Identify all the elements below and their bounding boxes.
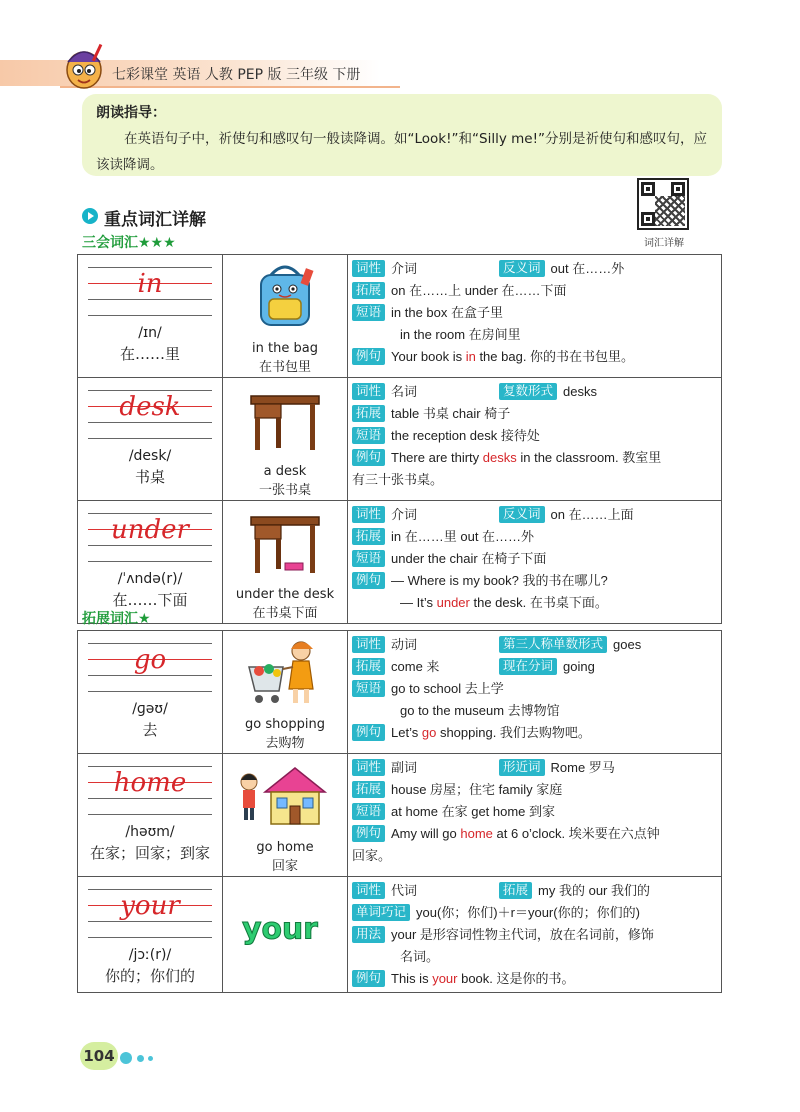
writing-lines — [88, 883, 212, 941]
example-pre: Amy will go — [391, 826, 461, 841]
vocab-row-in — [78, 255, 722, 378]
group-stars: ★★★ — [138, 235, 176, 251]
phonetic: /ɪn/ — [138, 325, 162, 341]
group-label: 拓展词汇 — [82, 611, 138, 627]
pos-value: 名词 — [391, 384, 418, 399]
extended-vocab-table — [77, 630, 722, 993]
group-label: 三会词汇 — [82, 235, 138, 251]
tag-ext: 拓展 — [352, 658, 385, 675]
tag-example: 例句 — [352, 348, 385, 365]
vocab-word: under — [111, 515, 189, 545]
picture-cell — [223, 501, 348, 624]
antonym-value: out 在……外 — [550, 261, 625, 276]
memo-value: you(你；你们)＋r＝your(你的；你们的) — [416, 905, 640, 920]
phrase-value: at home 在家 get home 到家 — [391, 804, 556, 819]
group-title-core — [82, 232, 176, 252]
vocab-row-under — [78, 501, 722, 624]
example-line-2: 回家。 — [352, 848, 392, 863]
schoolbag-icon — [243, 261, 327, 331]
example-highlight: under — [436, 595, 470, 610]
qr-label: 词汇详解 — [644, 238, 684, 249]
tag-phrase: 短语 — [352, 803, 385, 820]
picture-caption-zh: 回家 — [271, 859, 298, 874]
vocab-row-desk — [78, 378, 722, 501]
example-highlight: go — [421, 725, 437, 740]
info-cell — [348, 501, 722, 624]
ext-value: my 我的 our 我们的 — [538, 883, 650, 898]
example-pre: Your book is — [391, 349, 466, 364]
info-cell — [348, 754, 722, 877]
picture-cell — [223, 255, 348, 378]
example-post: the desk. 在书桌下面。 — [469, 595, 608, 610]
vocab-word: desk — [119, 392, 181, 422]
ext-value: on 在……上 under 在……下面 — [391, 283, 567, 298]
picture-caption-en: under the desk — [235, 587, 335, 602]
page-number: 104 — [80, 1042, 118, 1070]
phrase-value: under the chair 在椅子下面 — [391, 551, 547, 566]
word-cell — [78, 631, 223, 754]
page-dot-icon — [120, 1052, 132, 1064]
picture-caption-zh: 去购物 — [265, 736, 305, 751]
info-cell — [348, 631, 722, 754]
phonetic: /ɡəʊ/ — [132, 701, 168, 717]
writing-lines — [88, 637, 212, 695]
core-vocab-table — [77, 254, 722, 624]
shopping-girl-icon — [243, 637, 327, 707]
third-person-value: goes — [613, 637, 642, 652]
example-post: at 6 o’clock. 埃米要在六点钟 — [492, 826, 660, 841]
page-dot-icon — [137, 1055, 144, 1062]
mascot-icon — [58, 40, 108, 92]
phonetic: /jɔː(r)/ — [128, 947, 172, 963]
pos-value: 介词 — [391, 507, 418, 522]
tag-antonym: 反义词 — [499, 506, 545, 523]
writing-lines — [88, 384, 212, 442]
tag-ext: 拓展 — [352, 528, 385, 545]
example-pre: This is — [391, 971, 433, 986]
tag-similar-word: 形近词 — [499, 759, 545, 776]
section-title: 重点词汇详解 — [104, 210, 206, 230]
meaning: 在家；回家；到家 — [89, 844, 210, 862]
example-highlight: your — [432, 971, 458, 986]
example-pre: Let’s — [391, 725, 422, 740]
word-cell — [78, 255, 223, 378]
writing-lines — [88, 760, 212, 818]
tag-ext: 拓展 — [499, 882, 532, 899]
example-highlight: in — [465, 349, 476, 364]
antonym-value: on 在……上面 — [550, 507, 634, 522]
example-line-1: — Where is my book? 我的书在哪儿? — [391, 573, 608, 588]
phonetic: /ˈʌndə(r)/ — [117, 571, 183, 587]
vocab-word: go — [133, 645, 167, 675]
tag-usage: 用法 — [352, 926, 385, 943]
tag-example: 例句 — [352, 825, 385, 842]
tag-third-person: 第三人称单数形式 — [499, 636, 607, 653]
tag-memo: 单词巧记 — [352, 904, 410, 921]
tag-pos: 词性 — [352, 882, 385, 899]
meaning: 书桌 — [134, 468, 165, 486]
picture-caption-en: go home — [256, 840, 314, 855]
meaning: 去 — [142, 721, 158, 739]
play-circle-icon — [82, 208, 98, 224]
word-cell — [78, 501, 223, 624]
tag-pos: 词性 — [352, 383, 385, 400]
example-post: the bag. 你的书在书包里。 — [475, 349, 635, 364]
desk-icon — [243, 384, 327, 454]
phrase-value: in the box 在盒子里 — [391, 305, 504, 320]
reading-guide-box — [82, 94, 722, 176]
tag-phrase: 短语 — [352, 680, 385, 697]
vocab-word: your — [120, 891, 180, 921]
example-pre: — It’s — [400, 595, 437, 610]
tag-example: 例句 — [352, 449, 385, 466]
vocab-word: home — [113, 768, 187, 798]
word-cell — [78, 378, 223, 501]
pos-value: 介词 — [391, 261, 418, 276]
writing-lines — [88, 507, 212, 565]
tag-ext: 拓展 — [352, 405, 385, 422]
your-letters-art — [230, 893, 340, 963]
pos-value: 副词 — [391, 760, 418, 775]
house-icon — [235, 760, 335, 830]
tag-example: 例句 — [352, 970, 385, 987]
example-post: book. 这是你的书。 — [457, 971, 575, 986]
example-line-2: 有三十张书桌。 — [352, 472, 444, 487]
example-post: shopping. 我们去购物吧。 — [436, 725, 591, 740]
tag-antonym: 反义词 — [499, 260, 545, 277]
tag-phrase: 短语 — [352, 304, 385, 321]
vocab-row-your — [78, 877, 722, 993]
group-title-extended — [82, 608, 151, 628]
phrase-value-2: in the room 在房间里 — [400, 327, 521, 342]
vocab-row-go — [78, 631, 722, 754]
tag-pos: 词性 — [352, 759, 385, 776]
pos-value: 代词 — [391, 883, 418, 898]
picture-caption-zh: 在书包里 — [258, 360, 311, 375]
picture-cell — [223, 877, 348, 993]
usage-value: your 是形容词性物主代词，放在名词前，修饰 — [391, 927, 654, 942]
tag-pos: 词性 — [352, 636, 385, 653]
tag-plural: 复数形式 — [499, 383, 557, 400]
tag-example: 例句 — [352, 724, 385, 741]
tag-ext: 拓展 — [352, 781, 385, 798]
qr-code-icon[interactable] — [637, 178, 689, 230]
ext-value: in 在……里 out 在……外 — [391, 529, 535, 544]
meaning: 在……里 — [119, 345, 180, 363]
tag-pos: 词性 — [352, 506, 385, 523]
desk-with-book-icon — [243, 507, 327, 577]
picture-caption-zh: 在书桌下面 — [252, 606, 318, 621]
info-cell — [348, 877, 722, 993]
ext-value: house 房屋；住宅 family 家庭 — [391, 782, 563, 797]
ext-value: come 来 — [391, 659, 440, 674]
meaning: 在……下面 — [112, 591, 188, 609]
page-dot-icon — [148, 1056, 153, 1061]
example-highlight: home — [460, 826, 493, 841]
picture-caption-zh: 一张书桌 — [258, 483, 311, 498]
picture-caption-en: go shopping — [245, 717, 325, 732]
example-pre: There are thirty — [391, 450, 483, 465]
phrase-value: go to school 去上学 — [391, 681, 504, 696]
your-letters-text: your — [242, 911, 318, 947]
vocab-word: in — [137, 269, 163, 299]
phrase-value-2: go to the museum 去博物馆 — [400, 703, 560, 718]
similar-word-value: Rome 罗马 — [550, 760, 615, 775]
picture-cell — [223, 631, 348, 754]
picture-cell — [223, 754, 348, 877]
header-underline — [60, 86, 400, 88]
reading-guide-title: 朗读指导： — [96, 105, 166, 121]
phonetic: /həʊm/ — [125, 824, 175, 840]
tag-pos: 词性 — [352, 260, 385, 277]
present-participle-value: going — [563, 659, 595, 674]
picture-caption-en: a desk — [263, 464, 307, 479]
group-stars: ★ — [138, 611, 151, 627]
picture-cell — [223, 378, 348, 501]
word-cell — [78, 754, 223, 877]
reading-guide-body: 在英语句子中，祈使句和感叹句一般读降调。如“Look!”和“Silly me!”分别是祈使句和感叹句，应该读降调。 — [96, 131, 707, 173]
tag-present-participle: 现在分词 — [499, 658, 557, 675]
example-post: in the classroom. 教室里 — [516, 450, 662, 465]
writing-lines — [88, 261, 212, 319]
word-cell — [78, 877, 223, 993]
usage-value-2: 名词。 — [400, 949, 440, 964]
info-cell — [348, 378, 722, 501]
tag-ext: 拓展 — [352, 282, 385, 299]
meaning: 你的；你们的 — [104, 967, 195, 985]
picture-caption-en: in the bag — [252, 341, 318, 356]
vocab-row-home — [78, 754, 722, 877]
tag-example: 例句 — [352, 572, 385, 589]
tag-phrase: 短语 — [352, 550, 385, 567]
tag-phrase: 短语 — [352, 427, 385, 444]
pos-value: 动词 — [391, 637, 418, 652]
phonetic: /desk/ — [128, 448, 172, 464]
ext-value: table 书桌 chair 椅子 — [391, 406, 511, 421]
example-highlight: desks — [482, 450, 517, 465]
header-title: 七彩课堂 英语 人教 PEP 版 三年级 下册 — [112, 67, 361, 83]
plural-value: desks — [563, 384, 597, 399]
phrase-value: the reception desk 接待处 — [391, 428, 540, 443]
info-cell — [348, 255, 722, 378]
